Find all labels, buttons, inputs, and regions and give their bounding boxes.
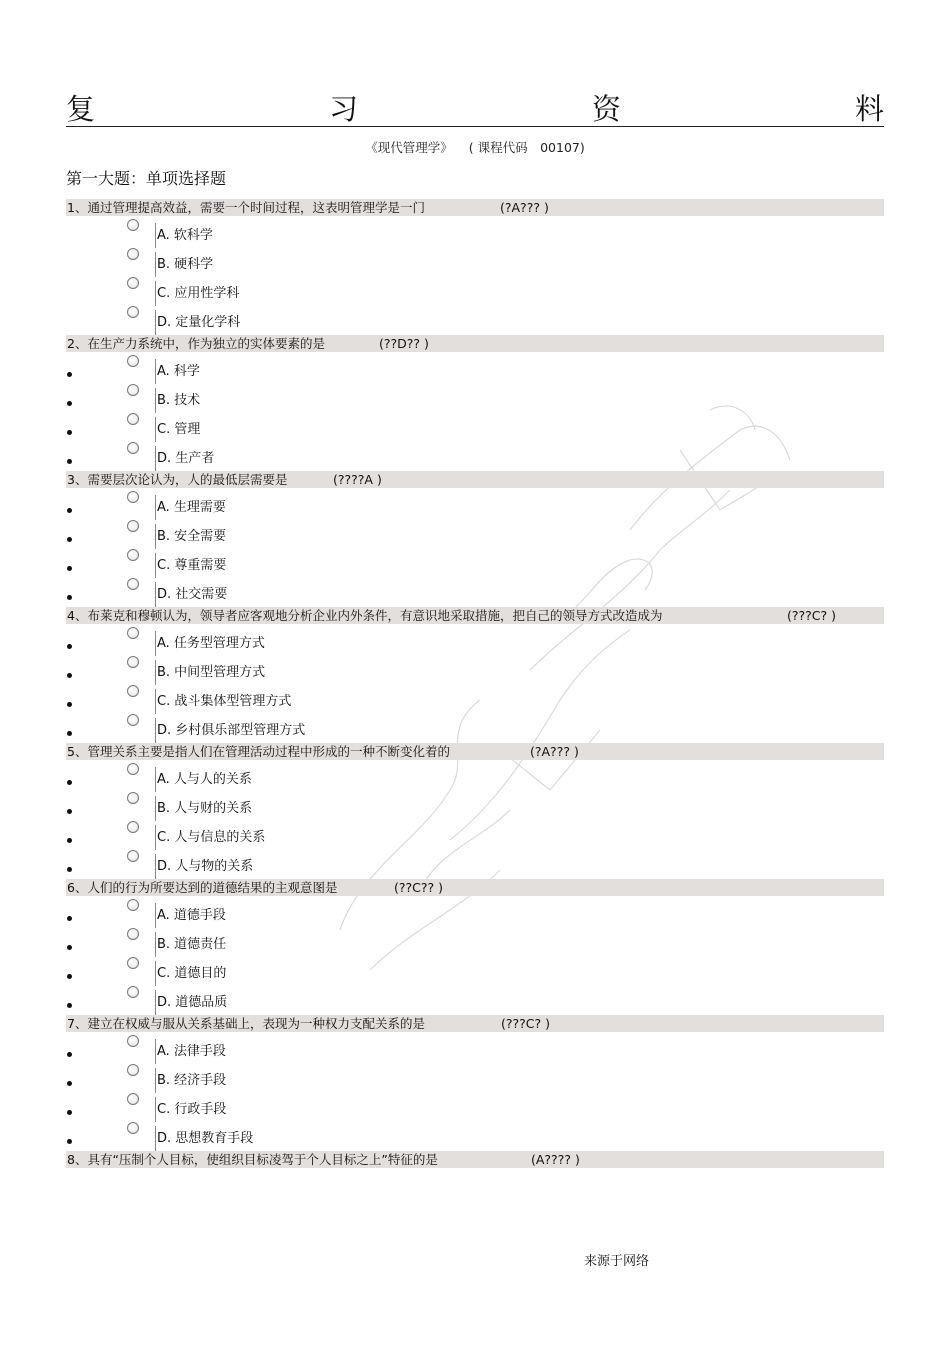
option-row [66, 792, 884, 821]
option-divider [155, 660, 156, 685]
question-header [66, 1151, 884, 1168]
option-radio[interactable] [127, 219, 139, 231]
option-label: C. 管理 [157, 422, 201, 437]
option-label: A. 任务型管理方式 [157, 636, 265, 651]
option-label: A. 软科学 [157, 228, 213, 243]
option-label: D. 乡村俱乐部型管理方式 [157, 723, 306, 738]
question-answer: (??C?? ) [394, 880, 443, 895]
option-radio[interactable] [127, 277, 139, 289]
option-row [66, 986, 884, 1015]
option-label: A. 人与人的关系 [157, 772, 252, 787]
option-radio[interactable] [127, 1064, 139, 1076]
question-block [66, 1151, 884, 1168]
option-row [66, 1035, 884, 1064]
option-divider [155, 689, 156, 714]
bullet-icon [67, 537, 72, 542]
question-header [66, 743, 884, 760]
bullet-icon [67, 702, 72, 707]
question-block [66, 743, 884, 879]
option-radio[interactable] [127, 355, 139, 367]
option-label: A. 科学 [157, 364, 200, 379]
bullet-icon [67, 1139, 72, 1144]
bullet-icon [67, 673, 72, 678]
question-header [66, 335, 884, 352]
bullet-icon [67, 459, 72, 464]
bullet-icon [67, 838, 72, 843]
option-row [66, 1064, 884, 1093]
bullet-icon [67, 372, 72, 377]
option-divider [155, 903, 156, 928]
option-radio[interactable] [127, 627, 139, 639]
option-divider [155, 990, 156, 1015]
option-divider [155, 582, 156, 607]
option-radio[interactable] [127, 384, 139, 396]
question-answer: (?A??? ) [500, 200, 549, 215]
option-row [66, 714, 884, 743]
option-row [66, 1093, 884, 1122]
option-divider [155, 252, 156, 277]
option-row [66, 520, 884, 549]
option-row [66, 413, 884, 442]
option-label: A. 生理需要 [157, 500, 226, 515]
option-radio[interactable] [127, 1122, 139, 1134]
question-block [66, 335, 884, 471]
question-answer: (????A ) [333, 472, 382, 487]
option-radio[interactable] [127, 248, 139, 260]
option-row [66, 685, 884, 714]
option-row [66, 578, 884, 607]
question-text: 8、具有“压制个人目标，使组织目标凌驾于个人目标之上”特征的是 [67, 1152, 438, 1167]
option-radio[interactable] [127, 928, 139, 940]
option-row [66, 821, 884, 850]
option-row [66, 928, 884, 957]
option-label: C. 道德目的 [157, 966, 227, 981]
question-answer: (?A??? ) [530, 744, 579, 759]
option-row [66, 442, 884, 471]
option-radio[interactable] [127, 306, 139, 318]
option-divider [155, 310, 156, 335]
option-divider [155, 553, 156, 578]
course-name: 《现代管理学》 [365, 140, 453, 155]
option-row [66, 277, 884, 306]
title-char-4: 料 [854, 91, 884, 126]
option-divider [155, 446, 156, 471]
option-divider [155, 417, 156, 442]
option-radio[interactable] [127, 549, 139, 561]
section-heading: 第一大题：单项选择题 [66, 169, 227, 188]
title-char-2: 习 [328, 91, 358, 126]
option-label: D. 人与物的关系 [157, 859, 254, 874]
option-label: D. 思想教育手段 [157, 1131, 254, 1146]
option-radio[interactable] [127, 821, 139, 833]
option-label: B. 经济手段 [157, 1073, 227, 1088]
footer-source: 来源于网络 [584, 1254, 650, 1269]
question-text: 1、通过管理提高效益，需要一个时间过程，这表明管理学是一门 [67, 200, 425, 215]
option-divider [155, 767, 156, 792]
bullet-icon [67, 780, 72, 785]
bullet-icon [67, 508, 72, 513]
question-block [66, 471, 884, 607]
option-row [66, 627, 884, 656]
title-underline [66, 126, 884, 127]
option-divider [155, 1068, 156, 1093]
option-label: C. 尊重需要 [157, 558, 227, 573]
option-row [66, 1122, 884, 1151]
document-title [66, 88, 884, 126]
option-label: B. 安全需要 [157, 529, 227, 544]
option-divider [155, 359, 156, 384]
option-label: B. 中间型管理方式 [157, 665, 266, 680]
option-radio[interactable] [127, 491, 139, 503]
option-row [66, 656, 884, 685]
bullet-icon [67, 867, 72, 872]
option-divider [155, 1039, 156, 1064]
option-radio[interactable] [127, 685, 139, 697]
option-label: B. 技术 [157, 393, 201, 408]
title-char-3: 资 [591, 91, 621, 126]
option-radio[interactable] [127, 520, 139, 532]
option-divider [155, 631, 156, 656]
option-label: B. 人与财的关系 [157, 801, 253, 816]
option-radio[interactable] [127, 957, 139, 969]
option-label: B. 道德责任 [157, 937, 227, 952]
option-divider [155, 524, 156, 549]
option-radio[interactable] [127, 656, 139, 668]
option-label: C. 战斗集体型管理方式 [157, 694, 292, 709]
course-code: ( 课程代码 00107) [468, 140, 585, 155]
option-row [66, 491, 884, 520]
question-text: 5、管理关系主要是指人们在管理活动过程中形成的一种不断变化着的 [67, 744, 450, 759]
option-label: B. 硬科学 [157, 257, 214, 272]
bullet-icon [67, 731, 72, 736]
bullet-icon [67, 595, 72, 600]
bullet-icon [67, 430, 72, 435]
option-row [66, 248, 884, 277]
option-radio[interactable] [127, 442, 139, 454]
option-divider [155, 796, 156, 821]
question-header [66, 471, 884, 488]
option-radio[interactable] [127, 763, 139, 775]
option-divider [155, 1097, 156, 1122]
option-radio[interactable] [127, 1035, 139, 1047]
option-divider [155, 495, 156, 520]
option-row [66, 850, 884, 879]
option-label: D. 道德品质 [157, 995, 228, 1010]
option-divider [155, 854, 156, 879]
option-radio[interactable] [127, 899, 139, 911]
bullet-icon [67, 916, 72, 921]
bullet-icon [67, 1052, 72, 1057]
question-header [66, 879, 884, 896]
question-list [66, 199, 884, 1171]
option-label: C. 行政手段 [157, 1102, 227, 1117]
question-block [66, 607, 884, 743]
option-label: C. 应用性学科 [157, 286, 240, 301]
option-label: A. 法律手段 [157, 1044, 226, 1059]
option-radio[interactable] [127, 792, 139, 804]
option-label: D. 社交需要 [157, 587, 228, 602]
course-subtitle [0, 138, 950, 156]
option-divider [155, 223, 156, 248]
option-radio[interactable] [127, 1093, 139, 1105]
question-answer: (A???? ) [531, 1152, 580, 1167]
bullet-icon [67, 974, 72, 979]
bullet-icon [67, 401, 72, 406]
question-header [66, 607, 884, 624]
option-label: D. 定量化学科 [157, 315, 241, 330]
option-radio[interactable] [127, 986, 139, 998]
option-row [66, 384, 884, 413]
title-char-1: 复 [66, 91, 96, 126]
question-text: 3、需要层次论认为，人的最低层需要是 [67, 472, 288, 487]
question-answer: (??D?? ) [379, 336, 429, 351]
option-row [66, 355, 884, 384]
question-text: 4、布莱克和穆顿认为，领导者应客观地分析企业内外条件，有意识地采取措施，把自己的领导方式改造成为 [67, 608, 663, 623]
bullet-icon [67, 566, 72, 571]
question-block [66, 879, 884, 1015]
question-answer: (???C? ) [501, 1016, 550, 1031]
question-header [66, 199, 884, 216]
option-divider [155, 281, 156, 306]
bullet-icon [67, 1081, 72, 1086]
option-label: C. 人与信息的关系 [157, 830, 266, 845]
option-row [66, 306, 884, 335]
option-row [66, 957, 884, 986]
option-row [66, 219, 884, 248]
question-text: 2、在生产力系统中，作为独立的实体要素的是 [67, 336, 325, 351]
option-divider [155, 388, 156, 413]
option-row [66, 549, 884, 578]
question-text: 7、建立在权威与服从关系基础上，表现为一种权力支配关系的是 [67, 1016, 425, 1031]
option-radio[interactable] [127, 413, 139, 425]
option-divider [155, 932, 156, 957]
question-answer: (???C? ) [787, 608, 836, 623]
option-divider [155, 718, 156, 743]
bullet-icon [67, 644, 72, 649]
question-block [66, 199, 884, 335]
option-label: A. 道德手段 [157, 908, 226, 923]
option-row [66, 763, 884, 792]
question-block [66, 1015, 884, 1151]
bullet-icon [67, 1110, 72, 1115]
bullet-icon [67, 1003, 72, 1008]
option-radio[interactable] [127, 850, 139, 862]
option-divider [155, 1126, 156, 1151]
question-header [66, 1015, 884, 1032]
option-divider [155, 825, 156, 850]
bullet-icon [67, 809, 72, 814]
question-text: 6、人们的行为所要达到的道德结果的主观意图是 [67, 880, 338, 895]
option-label: D. 生产者 [157, 451, 215, 466]
option-row [66, 899, 884, 928]
option-divider [155, 961, 156, 986]
bullet-icon [67, 945, 72, 950]
option-radio[interactable] [127, 578, 139, 590]
option-radio[interactable] [127, 714, 139, 726]
